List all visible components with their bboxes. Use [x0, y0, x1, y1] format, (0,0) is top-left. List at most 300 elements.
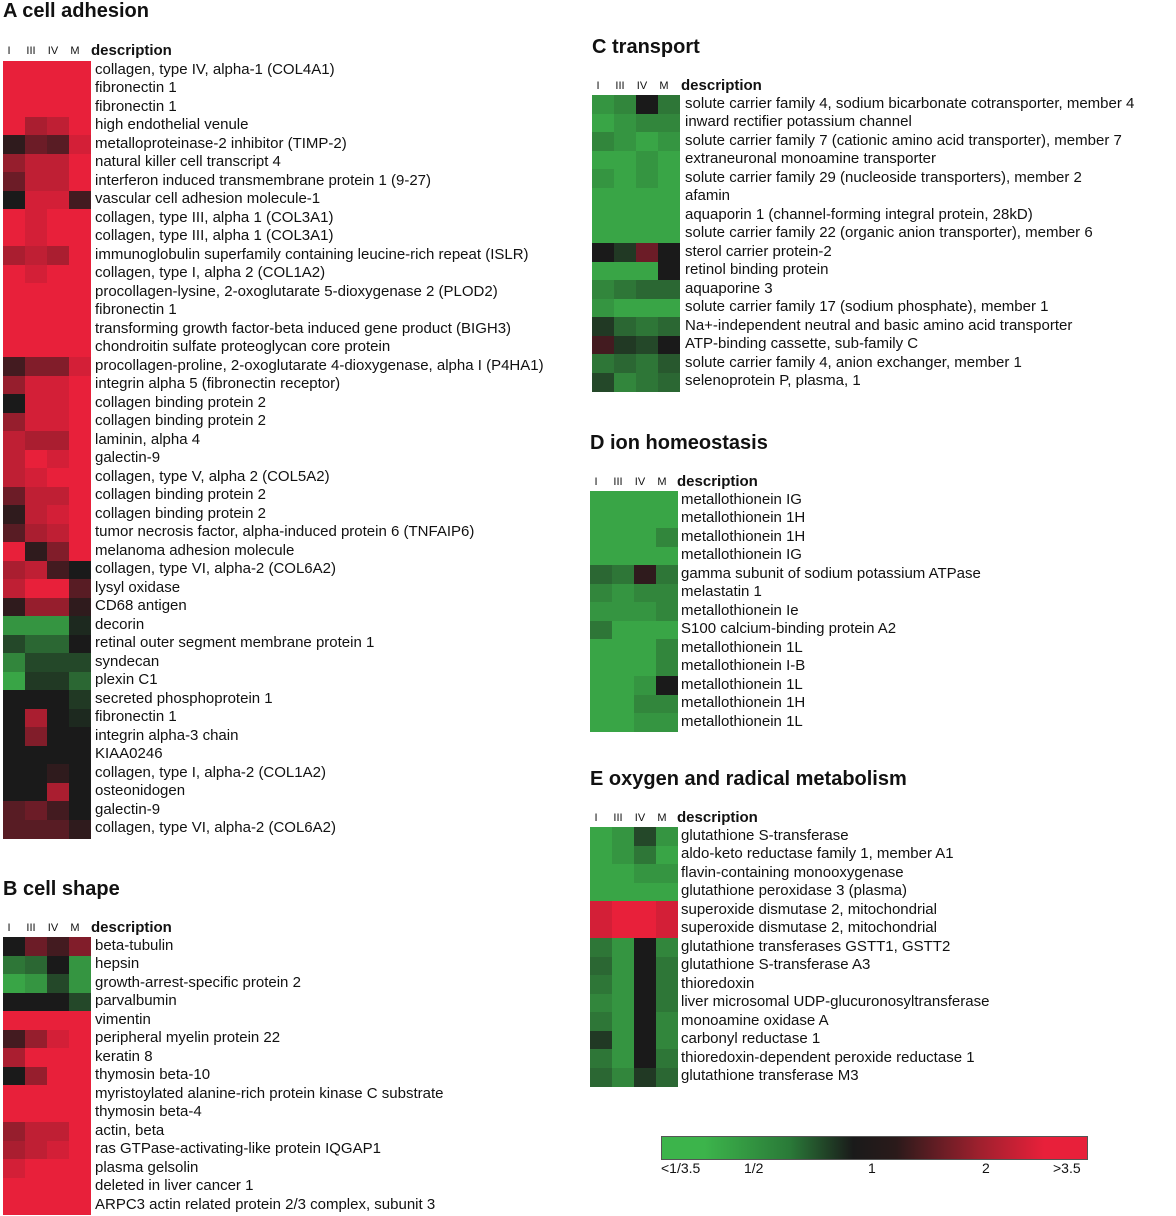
heatmap-cell: [47, 468, 69, 487]
row-label: integrin alpha-3 chain: [95, 726, 239, 744]
heatmap-cell: [590, 1012, 612, 1031]
heatmap-cell: [590, 584, 612, 603]
row-label: metallothionein 1H: [681, 509, 806, 526]
heatmap-cell: [3, 746, 25, 765]
heatmap-cell: [47, 746, 69, 765]
heatmap-cell: [25, 209, 47, 228]
heatmap-cell: [590, 658, 612, 677]
heatmap-cell: [47, 1141, 69, 1160]
heatmap-cell: [614, 354, 636, 373]
heatmap-cell: [636, 336, 658, 355]
row-label: laminin, alpha 4: [95, 430, 201, 448]
heatmap-cell: [614, 317, 636, 336]
heatmap-cell: [3, 993, 25, 1012]
heatmap-cell: [3, 80, 25, 99]
heatmap-cell: [656, 695, 678, 714]
row-label: solute carrier family 4, sodium bicarbonate cotransporter, member 4: [685, 94, 1135, 112]
heatmap-cell: [47, 487, 69, 506]
heatmap-cell: [47, 801, 69, 820]
heatmap-cell: [3, 413, 25, 432]
row-label: growth-arrest-specific protein 2: [95, 973, 301, 991]
heatmap-cell: [69, 1104, 91, 1123]
row-label: selenoprotein P, plasma, 1: [685, 372, 861, 389]
row-label: aquaporin 1 (channel-forming integral protein, 28kD): [685, 205, 1033, 223]
heatmap-cell: [25, 1141, 47, 1160]
row-label: collagen, type III, alpha 1 (COL3A1): [95, 208, 334, 226]
heatmap-cell: [25, 1104, 47, 1123]
heatmap-cell: [25, 228, 47, 247]
heatmap-cell: [3, 246, 25, 265]
heatmap-cell: [612, 1031, 634, 1050]
heatmap-cell: [69, 746, 91, 765]
column-header: M: [657, 476, 667, 488]
heatmap-cell: [590, 957, 612, 976]
heatmap-cell: [634, 602, 656, 621]
heatmap-cell: [3, 783, 25, 802]
row-label: glutathione transferase M3: [681, 1067, 859, 1084]
heatmap-cell: [612, 883, 634, 902]
heatmap-cell: [25, 117, 47, 136]
heatmap-cell: [69, 283, 91, 302]
heatmap-cell: [69, 61, 91, 80]
heatmap-cell: [656, 584, 678, 603]
heatmap-cell: [25, 783, 47, 802]
heatmap-cell: [636, 188, 658, 207]
row-label: glutathione peroxidase 3 (plasma): [681, 882, 907, 899]
heatmap-cell: [612, 1012, 634, 1031]
heatmap-cell: [3, 450, 25, 469]
heatmap-cell: [612, 639, 634, 658]
heatmap-cell: [69, 431, 91, 450]
heatmap-cell: [25, 135, 47, 154]
heatmap-cell: [614, 336, 636, 355]
heatmap-cell: [636, 206, 658, 225]
row-label: KIAA0246: [95, 745, 163, 762]
heatmap-cell: [69, 1048, 91, 1067]
column-header: I: [7, 45, 11, 57]
heatmap-cell: [658, 354, 680, 373]
heatmap-cell: [656, 528, 678, 547]
heatmap-cell: [658, 225, 680, 244]
heatmap-cell: [658, 336, 680, 355]
row-label: metallothionein IG: [681, 546, 802, 563]
heatmap-cell: [47, 1196, 69, 1215]
heatmap-cell: [614, 151, 636, 170]
row-label: natural killer cell transcript 4: [95, 153, 281, 170]
heatmap-cell: [658, 317, 680, 336]
row-label: melastatin 1: [681, 583, 762, 600]
heatmap-cell: [69, 135, 91, 154]
heatmap-cell: [3, 635, 25, 654]
heatmap-cell: [47, 974, 69, 993]
heatmap-cell: [656, 547, 678, 566]
heatmap-cell: [656, 1031, 678, 1050]
heatmap-cell: [47, 956, 69, 975]
heatmap-cell: [612, 975, 634, 994]
heatmap-cell: [656, 565, 678, 584]
heatmap-cell: [634, 994, 656, 1013]
heatmap-cell: [656, 901, 678, 920]
heatmap-cell: [69, 1159, 91, 1178]
row-label: collagen binding protein 2: [95, 412, 266, 429]
heatmap-cell: [69, 598, 91, 617]
heatmap-cell: [25, 1048, 47, 1067]
heatmap-cell: [25, 542, 47, 561]
heatmap-cell: [25, 653, 47, 672]
description-header: description: [681, 77, 762, 94]
heatmap-cell: [636, 299, 658, 318]
column-header: IV: [47, 45, 59, 57]
row-label: keratin 8: [95, 1047, 153, 1065]
row-label: S100 calcium-binding protein A2: [681, 620, 897, 637]
column-header: I: [7, 922, 11, 934]
description-header: description: [677, 473, 758, 490]
heatmap-cell: [3, 937, 25, 956]
row-label: collagen, type V, alpha 2 (COL5A2): [95, 467, 330, 485]
heatmap-cell: [25, 635, 47, 654]
row-label: afamin: [685, 187, 731, 204]
heatmap-cell: [25, 690, 47, 709]
heatmap-cell: [656, 491, 678, 510]
heatmap-cell: [25, 154, 47, 173]
heatmap-cell: [592, 373, 614, 392]
row-label: metallothionein 1H: [681, 694, 806, 711]
heatmap-cell: [25, 339, 47, 358]
row-label: glutathione S-transferase A3: [681, 956, 871, 973]
description-header: description: [91, 919, 172, 936]
heatmap-cell: [69, 265, 91, 284]
heatmap-cell: [3, 956, 25, 975]
row-label: metallothionein I-B: [681, 657, 806, 674]
panel-title: E oxygen and radical metabolism: [590, 768, 907, 790]
heatmap-cell: [636, 280, 658, 299]
row-label: peripheral myelin protein 22: [95, 1029, 281, 1046]
heatmap-cell: [634, 491, 656, 510]
heatmap-cell: [3, 191, 25, 210]
column-header: M: [70, 45, 80, 57]
heatmap-cell: [658, 262, 680, 281]
heatmap-cell: [658, 280, 680, 299]
heatmap-cell: [3, 320, 25, 339]
heatmap-cell: [25, 616, 47, 635]
column-header: III: [26, 922, 36, 934]
heatmap-cell: [590, 827, 612, 846]
heatmap-cell: [658, 169, 680, 188]
heatmap-cell: [25, 764, 47, 783]
heatmap-cell: [3, 172, 25, 191]
heatmap-cell: [636, 95, 658, 114]
heatmap-cell: [69, 98, 91, 117]
heatmap-cell: [69, 1196, 91, 1215]
column-header: IV: [47, 922, 59, 934]
heatmap-cell: [612, 901, 634, 920]
heatmap-cell: [590, 864, 612, 883]
heatmap-cell: [25, 468, 47, 487]
heatmap-cell: [614, 132, 636, 151]
heatmap-cell: [634, 584, 656, 603]
row-label: thioredoxin-dependent peroxide reductase 1: [681, 1048, 975, 1066]
row-label: collagen, type VI, alpha-2 (COL6A2): [95, 560, 336, 577]
row-label: aquaporine 3: [685, 279, 773, 297]
heatmap-cell: [3, 801, 25, 820]
row-label: metallothionein 1L: [681, 675, 803, 693]
heatmap-cell: [592, 336, 614, 355]
heatmap-cell: [656, 676, 678, 695]
row-label: collagen binding protein 2: [95, 486, 266, 503]
heatmap-cell: [634, 658, 656, 677]
heatmap-cell: [612, 547, 634, 566]
heatmap-cell: [636, 225, 658, 244]
row-label: ARPC3 actin related protein 2/3 complex, subunit 3: [95, 1195, 436, 1213]
heatmap-cell: [69, 1178, 91, 1197]
heatmap-cell: [612, 584, 634, 603]
column-header: III: [26, 45, 36, 57]
heatmap-cell: [634, 864, 656, 883]
heatmap-cell: [656, 639, 678, 658]
heatmap-cell: [3, 487, 25, 506]
heatmap-cell: [47, 542, 69, 561]
heatmap-cell: [612, 528, 634, 547]
heatmap-cell: [634, 883, 656, 902]
heatmap-cell: [634, 510, 656, 529]
heatmap-cell: [592, 169, 614, 188]
heatmap-cell: [47, 561, 69, 580]
heatmap-cell: [634, 639, 656, 658]
column-header: M: [659, 80, 669, 92]
heatmap-cell: [25, 1159, 47, 1178]
row-label: parvalbumin: [95, 992, 177, 1009]
heatmap-cell: [47, 579, 69, 598]
heatmap-cell: [3, 1178, 25, 1197]
heatmap-cell: [634, 565, 656, 584]
heatmap-cell: [3, 672, 25, 691]
heatmap-cell: [69, 172, 91, 191]
row-label: solute carrier family 17 (sodium phosphate), member 1: [685, 298, 1049, 315]
heatmap-cell: [69, 357, 91, 376]
heatmap-cell: [47, 209, 69, 228]
heatmap-cell: [590, 491, 612, 510]
row-label: vimentin: [95, 1010, 151, 1028]
heatmap-cell: [69, 820, 91, 839]
heatmap-cell: [47, 937, 69, 956]
heatmap-cell: [3, 228, 25, 247]
legend-tick: 1/2: [744, 1160, 764, 1176]
heatmap-cell: [3, 1085, 25, 1104]
row-label: high endothelial venule: [95, 116, 249, 133]
heatmap-cell: [69, 801, 91, 820]
heatmap-cell: [592, 262, 614, 281]
row-label: glutathione S-transferase: [681, 826, 849, 844]
heatmap-cell: [47, 764, 69, 783]
heatmap-cell: [47, 1067, 69, 1086]
heatmap-cell: [47, 1085, 69, 1104]
heatmap-cell: [3, 974, 25, 993]
row-label: decorin: [95, 615, 145, 633]
heatmap-cell: [612, 602, 634, 621]
heatmap-cell: [47, 117, 69, 136]
heatmap-cell: [47, 172, 69, 191]
row-label: chondroitin sulfate proteoglycan core protein: [95, 338, 391, 355]
heatmap-cell: [612, 827, 634, 846]
heatmap-cell: [25, 172, 47, 191]
heatmap-cell: [634, 920, 656, 939]
heatmap-cell: [25, 1122, 47, 1141]
heatmap-cell: [47, 357, 69, 376]
heatmap-cell: [634, 975, 656, 994]
heatmap-cell: [69, 1030, 91, 1049]
heatmap-cell: [592, 151, 614, 170]
heatmap-cell: [3, 376, 25, 395]
heatmap-cell: [590, 565, 612, 584]
heatmap-cell: [634, 957, 656, 976]
row-label: tumor necrosis factor, alpha-induced protein 6 (TNFAIP6): [95, 523, 475, 540]
heatmap-cell: [658, 95, 680, 114]
heatmap-cell: [612, 920, 634, 939]
heatmap-cell: [3, 598, 25, 617]
heatmap-cell: [612, 658, 634, 677]
heatmap-cell: [47, 450, 69, 469]
heatmap-cell: [3, 117, 25, 136]
row-label: fibronectin 1: [95, 301, 177, 318]
heatmap-cell: [25, 1067, 47, 1086]
heatmap-cell: [590, 621, 612, 640]
row-label: collagen, type IV, alpha-1 (COL4A1): [95, 60, 335, 78]
heatmap-cell: [47, 1030, 69, 1049]
heatmap-cell: [25, 505, 47, 524]
heatmap-cell: [592, 317, 614, 336]
heatmap-cell: [612, 491, 634, 510]
heatmap-cell: [612, 994, 634, 1013]
panel-title: C transport: [592, 36, 700, 58]
row-label: collagen binding protein 2: [95, 504, 266, 522]
heatmap-cell: [25, 598, 47, 617]
row-label: procollagen-lysine, 2-oxoglutarate 5-dioxygenase 2 (PLOD2): [95, 282, 498, 300]
row-label: immunoglobulin superfamily containing leucine-rich repeat (ISLR): [95, 245, 529, 263]
row-label: monoamine oxidase A: [681, 1011, 829, 1029]
description-header: description: [677, 809, 758, 826]
heatmap-cell: [656, 864, 678, 883]
heatmap-cell: [634, 1068, 656, 1087]
legend-tick: >3.5: [1053, 1160, 1081, 1176]
heatmap-cell: [614, 262, 636, 281]
heatmap-cell: [25, 956, 47, 975]
heatmap-cell: [69, 616, 91, 635]
heatmap-cell: [3, 653, 25, 672]
heatmap-cell: [25, 579, 47, 598]
heatmap-cell: [69, 653, 91, 672]
heatmap-cell: [25, 1085, 47, 1104]
heatmap-cell: [69, 320, 91, 339]
heatmap-cell: [636, 354, 658, 373]
row-label: collagen, type III, alpha 1 (COL3A1): [95, 227, 334, 244]
heatmap-cell: [47, 191, 69, 210]
heatmap-cell: [47, 653, 69, 672]
heatmap-cell: [69, 974, 91, 993]
heatmap-cell: [47, 376, 69, 395]
heatmap-cell: [69, 376, 91, 395]
heatmap-cell: [25, 1011, 47, 1030]
heatmap-cell: [656, 510, 678, 529]
heatmap-cell: [656, 621, 678, 640]
row-label: retinol binding protein: [685, 261, 829, 278]
heatmap-cell: [656, 920, 678, 939]
row-label: metallothionein 1L: [681, 712, 803, 730]
row-label: ras GTPase-activating-like protein IQGAP1: [95, 1140, 381, 1157]
heatmap-cell: [656, 602, 678, 621]
row-label: fibronectin 1: [95, 97, 177, 115]
column-header: III: [613, 812, 623, 824]
heatmap-cell: [634, 528, 656, 547]
heatmap-cell: [25, 1030, 47, 1049]
row-label: hepsin: [95, 955, 140, 972]
row-label: superoxide dismutase 2, mitochondrial: [681, 900, 937, 918]
heatmap-cell: [25, 727, 47, 746]
row-label: galectin-9: [95, 800, 161, 818]
heatmap-cell: [590, 547, 612, 566]
heatmap-cell: [634, 938, 656, 957]
row-label: glutathione transferases GSTT1, GSTT2: [681, 937, 951, 955]
heatmap-cell: [69, 524, 91, 543]
heatmap-cell: [3, 561, 25, 580]
heatmap-cell: [69, 1011, 91, 1030]
row-label: actin, beta: [95, 1121, 165, 1139]
heatmap-cell: [47, 616, 69, 635]
heatmap-cell: [3, 61, 25, 80]
heatmap-cell: [590, 846, 612, 865]
heatmap-cell: [658, 206, 680, 225]
heatmap-cell: [47, 320, 69, 339]
heatmap-cell: [3, 339, 25, 358]
heatmap-cell: [47, 302, 69, 321]
row-label: solute carrier family 7 (cationic amino acid transporter), member 7: [685, 131, 1122, 149]
row-label: metalloproteinase-2 inhibitor (TIMP-2): [95, 134, 347, 152]
heatmap-cell: [69, 413, 91, 432]
heatmap-cell: [69, 1085, 91, 1104]
heatmap-cell: [3, 1104, 25, 1123]
heatmap-cell: [25, 431, 47, 450]
row-label: carbonyl reductase 1: [681, 1030, 821, 1047]
row-label: extraneuronal monoamine transporter: [685, 150, 936, 167]
heatmap-cell: [25, 937, 47, 956]
column-header: I: [596, 80, 600, 92]
column-header: I: [594, 812, 598, 824]
heatmap-cell: [25, 320, 47, 339]
heatmap-cell: [3, 209, 25, 228]
heatmap-cell: [47, 820, 69, 839]
heatmap-cell: [47, 672, 69, 691]
heatmap-cell: [658, 299, 680, 318]
heatmap-cell: [590, 1068, 612, 1087]
heatmap-cell: [3, 1030, 25, 1049]
heatmap-cell: [592, 225, 614, 244]
heatmap-cell: [634, 1012, 656, 1031]
heatmap-cell: [614, 169, 636, 188]
row-label: lysyl oxidase: [95, 578, 181, 596]
row-label: myristoylated alanine-rich protein kinase C substrate: [95, 1084, 444, 1102]
heatmap-cell: [25, 376, 47, 395]
column-header: III: [615, 80, 625, 92]
heatmap-cell: [634, 676, 656, 695]
heatmap-cell: [3, 505, 25, 524]
row-label: thymosin beta-10: [95, 1066, 211, 1083]
row-label: collagen, type VI, alpha-2 (COL6A2): [95, 819, 336, 836]
heatmap-cell: [3, 616, 25, 635]
heatmap-cell: [47, 135, 69, 154]
heatmap-cell: [3, 1122, 25, 1141]
row-label: metallothionein IG: [681, 490, 802, 508]
heatmap-cell: [69, 209, 91, 228]
heatmap-cell: [590, 510, 612, 529]
